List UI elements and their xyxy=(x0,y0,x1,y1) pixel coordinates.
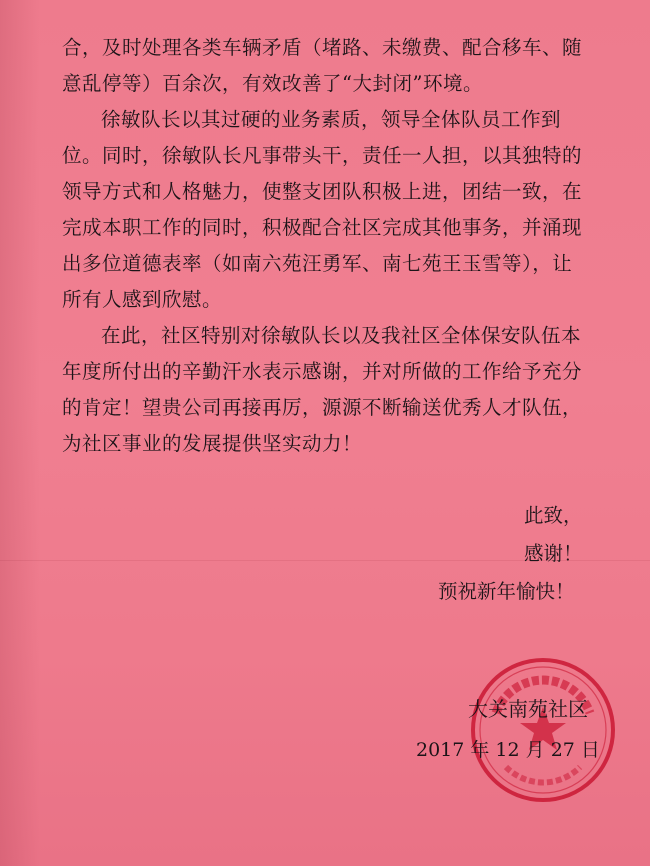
text-line: 年度所付出的辛勤汗水表示感谢，并对所做的工作给予充分 xyxy=(62,360,583,383)
text-line: 所有人感到欣慰。 xyxy=(62,288,223,311)
letter-body xyxy=(62,30,592,462)
paper-shadow xyxy=(0,0,40,866)
red-official-seal-icon xyxy=(468,655,618,805)
text-line: 在此，社区特别对徐敏队长以及我社区全体保安队伍本 xyxy=(101,324,582,347)
closing-thanks: 感谢！ xyxy=(524,542,583,565)
closing-wishes: 预祝新年愉快！ xyxy=(438,580,575,603)
signature-date: 2017 年 12 月 27 日 xyxy=(416,739,600,761)
text-line: 位。同时，徐敏队长凡事带头干，责任一人担，以其独特的 xyxy=(62,144,583,167)
text-line: 领导方式和人格魅力，使整支团队积极上进，团结一致，在 xyxy=(62,180,583,203)
text-line: 的肯定！望贵公司再接再厉，源源不断输送优秀人才队伍， xyxy=(62,396,583,419)
paragraph-3 xyxy=(62,318,592,462)
text-line: 出多位道德表率（如南六苑汪勇军、南七苑王玉雪等），让 xyxy=(62,252,573,275)
text-line: 完成本职工作的同时，积极配合社区完成其他事务，并涌现 xyxy=(62,216,583,239)
text-line: 徐敏队长以其过硬的业务素质，领导全体队员工作到 xyxy=(101,108,562,131)
closing-salutation: 此致， xyxy=(524,504,583,527)
text-line: 为社区事业的发展提供坚实动力！ xyxy=(62,432,363,455)
signature-organization: 大关南苑社区 xyxy=(468,697,588,721)
text-line: 合，及时处理各类车辆矛盾（堵路、未缴费、配合移车、随 xyxy=(62,36,583,59)
paragraph-2 xyxy=(62,102,592,318)
paragraph-1 xyxy=(62,30,592,102)
text-line: 意乱停等）百余次，有效改善了“大封闭”环境。 xyxy=(62,72,483,95)
